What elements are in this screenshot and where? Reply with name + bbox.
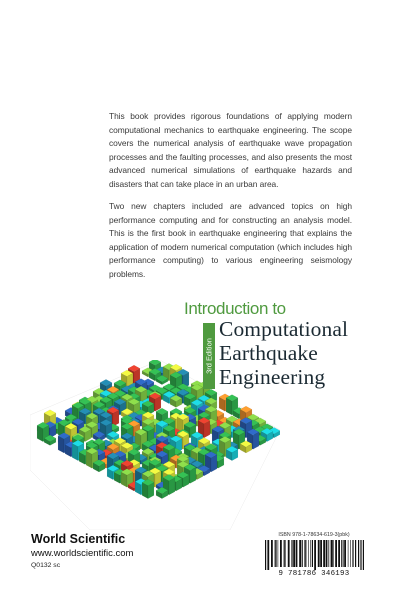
- barcode-icon: [263, 540, 365, 570]
- blurb-paragraph-1: This book provides rigorous foundations of applying modern computational mechanics to earthquake engineering. The scope covers the numerical analysis of earthquake wave propagation processes and the faulting processes, and also presents the most advanced numerical simulations of earthquake hazards and disasters that can take place in an urban area.: [109, 111, 352, 189]
- title-line-2: Earthquake: [219, 341, 318, 365]
- isbn-label: ISBN 978-1-78634-619-3(pbk): [278, 532, 350, 538]
- title-line-1: Computational: [219, 317, 349, 341]
- isbn-barcode-block: [261, 532, 367, 579]
- edition-label: 3rd Edition: [204, 338, 214, 374]
- catalog-code: Q0132 sc: [31, 562, 61, 569]
- barcode-digits: 9 781786 346193: [278, 570, 350, 578]
- title-intro: Introduction to: [184, 299, 286, 318]
- blurb-paragraph-2: Two new chapters included are advanced topics on high performance computing and for constructing an analysis model. This is the first book in earthquake engineering that explains the application of modern numerical computation (which includes high performance computing) to various engineering seismology problems.: [109, 201, 352, 279]
- publisher-website: www.worldscientific.com: [31, 548, 134, 559]
- publisher-name: World Scientific: [31, 532, 126, 546]
- title-line-3: Engineering: [219, 365, 326, 389]
